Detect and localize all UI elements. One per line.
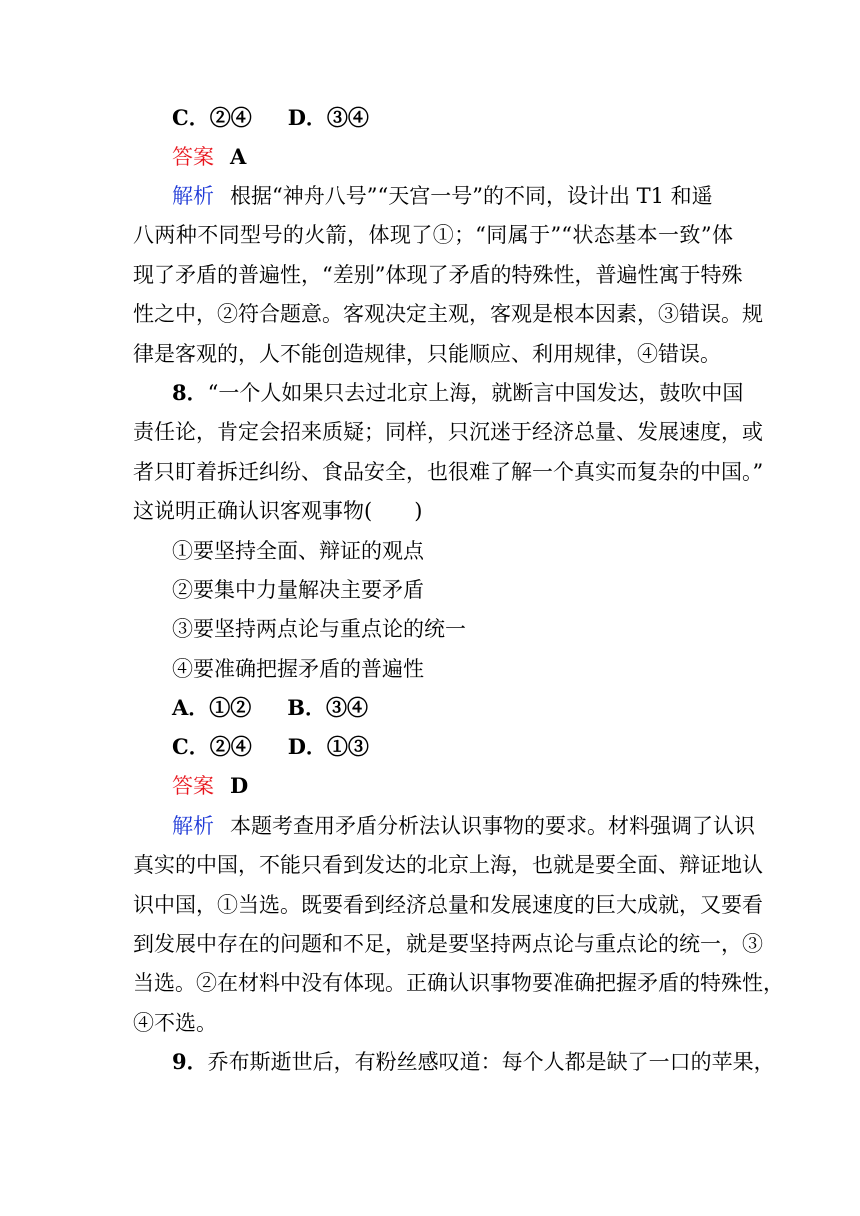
q7-analysis-line-4: 性之中，②符合题意。客观决定主观，客观是根本因素，③错误。规 — [133, 302, 763, 326]
q7-answer-value: A — [230, 144, 247, 169]
q8-analysis-line-6: ④不选。 — [133, 1011, 217, 1035]
q8-option-a: A．①② — [172, 695, 252, 720]
q8-answer-value: D — [230, 773, 249, 798]
q8-stem-line-3: 者只盯着拆迁纠纷、食品安全，也很难了解一个真实而复杂的中国。” — [133, 460, 764, 484]
q8-options-row-cd — [172, 733, 772, 761]
q8-option-d: D．①③ — [287, 734, 369, 759]
q7-analysis-line-5: 律是客观的，人不能创造规律，只能顺应、利用规律，④错误。 — [133, 342, 721, 366]
q7-answer-label: 答案 — [172, 145, 214, 169]
q8-stem-line-1 — [172, 379, 744, 407]
q8-item-3: ③要坚持两点论与重点论的统一 — [172, 617, 466, 641]
q9-stem-line-1 — [172, 1048, 775, 1076]
q8-analysis-label: 解析 — [172, 814, 214, 838]
q8-option-c: C．②④ — [172, 734, 252, 759]
q8-analysis-text-1: 本题考查用矛盾分析法认识事物的要求。材料强调了认识 — [230, 814, 755, 838]
q8-option-b: B．③④ — [287, 695, 369, 720]
q8-item-1: ①要坚持全面、辩证的观点 — [172, 539, 424, 563]
q8-stem-line-4: 这说明正确认识客观事物( ) — [133, 499, 423, 523]
q8-options-row-ab — [172, 694, 772, 722]
q7-analysis-text-1: 根据“神舟八号”“天宫一号”的不同，设计出 T1 和遥 — [230, 184, 713, 208]
q8-item-4: ④要准确把握矛盾的普遍性 — [172, 657, 424, 681]
q8-answer — [172, 772, 772, 800]
q8-analysis-line-1 — [172, 812, 755, 840]
q7-analysis-line-2: 八两种不同型号的火箭，体现了①；“同属于”“状态基本一致”体 — [133, 223, 733, 247]
q8-item-2: ②要集中力量解决主要矛盾 — [172, 578, 424, 602]
q7-analysis-line-3: 现了矛盾的普遍性，“差别”体现了矛盾的特殊性，普遍性寓于特殊 — [133, 263, 743, 287]
q7-answer — [172, 143, 772, 171]
q8-number: 8． — [172, 380, 208, 405]
q7-analysis-label: 解析 — [172, 184, 214, 208]
q8-stem-text-1: “一个人如果只去过北京上海，就断言中国发达，鼓吹中国 — [207, 381, 744, 405]
q7-options-row-cd — [172, 104, 772, 132]
q9-stem-text-1: 乔布斯逝世后，有粉丝感叹道：每个人都是缺了一口的苹果， — [207, 1050, 775, 1074]
q8-stem-line-2: 责任论，肯定会招来质疑；同样，只沉迷于经济总量、发展速度，或 — [133, 420, 763, 444]
q7-analysis-line-1 — [172, 182, 733, 210]
q8-analysis-line-3: 识中国，①当选。既要看到经济总量和发展速度的巨大成就，又要看 — [133, 893, 763, 917]
q7-option-c: C．②④ — [172, 105, 252, 130]
q7-option-d: D．③④ — [287, 105, 369, 130]
q8-analysis-line-4: 到发展中存在的问题和不足，就是要坚持两点论与重点论的统一，③ — [133, 932, 763, 956]
q9-number: 9． — [172, 1049, 208, 1074]
q8-analysis-line-5: 当选。②在材料中没有体现。正确认识事物要准确把握矛盾的特殊性， — [133, 971, 784, 995]
q8-answer-label: 答案 — [172, 774, 214, 798]
q8-analysis-line-2: 真实的中国，不能只看到发达的北京上海，也就是要全面、辩证地认 — [133, 853, 763, 877]
